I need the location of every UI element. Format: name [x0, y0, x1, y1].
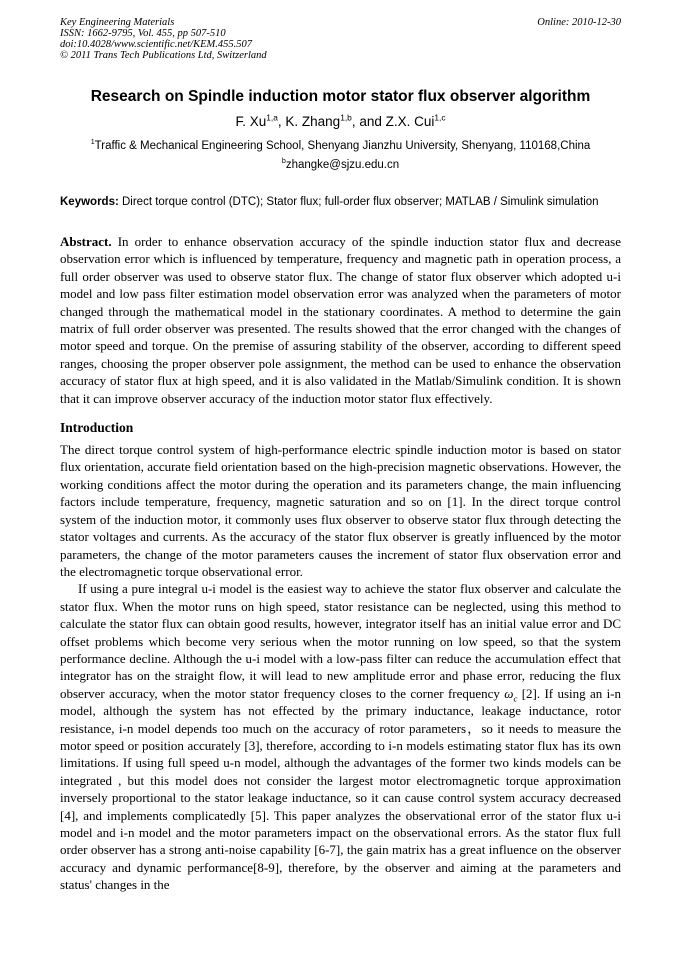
publication-info [60, 17, 267, 61]
author-1-superscript: 1,a [266, 112, 278, 123]
paragraph-2-text-after: [2]. If using an i-n model, although the system has not effected by the primary inductance, leakage inductance, rotor resistance, i-n model depends too much on the accuracy of rotor parameters，so it needs to measure the motor speed or position accurately [3], therefore, according to i-n models estimating stator flux has its own limitations. If using full speed u-n model, although the advantages of the former two kinds models can be integrated , but this model does not consider the largest motor electromagnetic torque approximation inversely proportional to the stator leakage inductance, so it can cause control system accuracy decreased [4], and implements complicatedly [5]. This paper analyzes the observational error of the stator flux u-i model and i-n model and the motor parameters impact on the observational errors. As the stator flux full order observer has a strong anti-noise capability [6-7], the gain matrix has a great influence on the observer accuracy and dynamic performance[8-9], therefore, by the observer and aiming at the parameters and status' changes in the [60, 685, 622, 893]
abstract-block [60, 233, 621, 407]
author-separator: , [277, 114, 286, 129]
keywords-text: Direct torque control (DTC); Stator flux; full-order flux observer; MATLAB / Simulink simulation [118, 196, 599, 208]
abstract-label: Abstract. [60, 234, 112, 249]
issn-line: ISSN: 1662-9795, Vol. 455, pp 507-510 [60, 28, 226, 39]
affiliation-superscript: 1 [90, 138, 95, 147]
author-separator: , and [351, 114, 386, 129]
introduction-heading: Introduction [60, 420, 134, 436]
author-2: K. Zhang [285, 114, 341, 129]
authors-line [60, 113, 621, 130]
abstract-text: In order to enhance observation accuracy of the spindle induction stator flux and decrease observation error which is influenced by temperature, frequency and magnetic path in operation process, a full order observer was used to observe stator flux. The change of stator flux observer which adopted u-i model and low pass filter estimation model observation error was analyzed when the parameters of motor changed through the mathematical model in the stationary coordinates. A method to determine the gain matrix of full order observer was presented. The results showed that the error changed with the changes of motor speed and torque. On the premise of assuring stability of the observer, according to different speed ranges, choosing the proper observer pole assignment, the method can be used to enhance the observation accuracy of stator flux at high speed, and it is also validated in the Matlab/Simulink condition. It is shown that it can improve observer accuracy of the induction motor stator flux effectively. [60, 234, 621, 406]
email-line [60, 158, 621, 172]
introduction-paragraph-1: The direct torque control system of high-performance electric spindle induction motor is based on stator flux orientation, accurate field orientation based on the high-precision magnetic observations. However, the working conditions affect the motor during the operation and its parameters change, the main influencing factors include temperature, frequency, magnetic saturation and so on [1]. In the direct torque control system of the induction motor, it commonly uses flux observer to observe stator flux through detecting the stator voltages and currents. As the accuracy of the stator flux observer is greatly influenced by the motor parameters, the change of the motor parameters causes the increment of stator flux observation error and the electromagnetic torque observational error. [60, 442, 621, 579]
author-3-superscript: 1,c [434, 112, 446, 123]
publication-header [60, 17, 621, 61]
email-superscript: b [281, 157, 286, 166]
paper-title: Research on Spindle induction motor stator flux observer algorithm [90, 88, 591, 105]
paragraph-2-text-before: If using a pure integral u-i model is the easiest way to achieve the stator flux observer and calculate the stator flux. When the motor runs on high speed, stator resistance can be neglected, using this method to calculate the stator flux can obtain good results, however, integrator itself has an initial value error and DC offset problems which become very serious when the motor running on low speed, so that the system performance decline. Although the u-i model with a low-pass filter can reduce the accumulation effect that integrator has on the straight flow, it will lead to new amplitude error and phase error, reducing the flux observer accuracy, when the motor stator frequency closes to the corner frequency [60, 581, 621, 701]
doi-line: doi:10.4028/www.scientific.net/KEM.455.507 [60, 39, 252, 50]
affiliation-line [60, 139, 621, 153]
omega-c-symbol [504, 685, 518, 704]
keywords-label: Keywords: [60, 196, 119, 208]
omega-glyph: ω [504, 685, 514, 701]
author-2-superscript: 1,b [340, 112, 352, 123]
affiliation-text: Traffic & Mechanical Engineering School, Shenyang Jianzhu University, Shenyang, 110168,China [94, 140, 591, 152]
author-3: Z.X. Cui [385, 114, 435, 129]
introduction-paragraph-2 [60, 580, 621, 893]
journal-name: Key Engineering Materials [60, 17, 175, 28]
online-date: Online: 2010-12-30 [537, 17, 621, 28]
email-address: zhangke@sjzu.edu.cn [285, 159, 400, 171]
author-1: F. Xu [235, 114, 267, 129]
omega-subscript: c [513, 693, 518, 704]
copyright-line: © 2011 Trans Tech Publications Ltd, Switzerland [60, 50, 267, 61]
keywords-block [60, 195, 621, 210]
